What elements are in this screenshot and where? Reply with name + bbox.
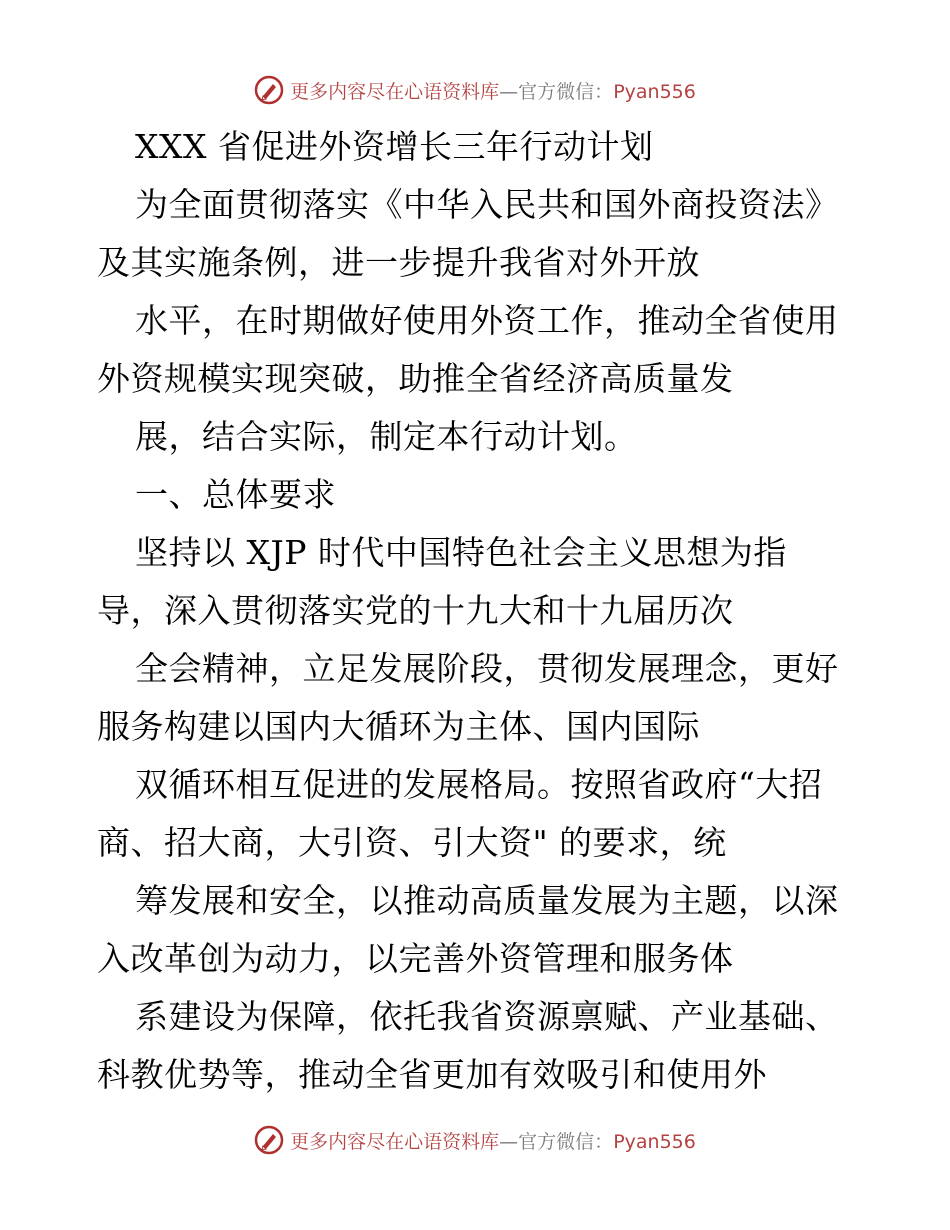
watermark-site-name: 更多内容尽在心语资料库 (290, 1130, 500, 1153)
watermark-wechat-id: Pyan556 (613, 1130, 696, 1153)
text-line: 服务构建以国内大循环为主体、国内国际 (97, 707, 700, 746)
text-line: 全会精神，立足发展阶段，贯彻发展理念，更好 (135, 649, 839, 688)
text-line: 科教优势等，推动全省更加有效吸引和使用外 (97, 1055, 767, 1094)
text-line: 筹发展和安全，以推动高质量发展为主题，以深 (135, 881, 839, 920)
text-line: 为全面贯彻落实《中华入民共和国外商投资法》 (135, 185, 839, 224)
text-line: 水平，在时期做好使用外资工作，推动全省使用 (135, 301, 839, 340)
text-line: 入改革创为动力，以完善外资管理和服务体 (97, 939, 734, 978)
watermark-wechat-label: —官方微信： (499, 1130, 614, 1153)
document-title: XXX 省促进外资增长三年行动计划 (135, 127, 654, 166)
watermark-text (290, 1127, 696, 1154)
text-line: 系建设为保障，依托我省资源禀赋、产业基础、 (135, 997, 839, 1036)
text-line: 展，结合实际，制定本行动计划。 (135, 417, 638, 456)
pen-logo-icon (254, 1125, 284, 1155)
watermark-site-name: 更多内容尽在心语资料库 (290, 80, 500, 103)
text-line: 外资规模实现突破，助推全省经济高质量发 (97, 359, 734, 398)
footer-watermark (0, 1120, 950, 1160)
section-heading: 一、总体要求 (135, 475, 336, 514)
text-line: 商、招大商，大引资、引大资" 的要求，统 (97, 823, 727, 862)
text-line: 坚持以 XJP 时代中国特色社会主义思想为指 (135, 533, 787, 572)
text-line: 导，深入贯彻落实党的十九大和十九届历次 (97, 591, 734, 630)
watermark-wechat-id: Pyan556 (613, 80, 696, 103)
watermark-wechat-label: —官方微信： (499, 80, 614, 103)
text-line: 双循环相互促进的发展格局。按照省政府“大招 (135, 765, 823, 804)
text-line: 及其实施条例，进一步提升我省对外开放 (97, 243, 700, 282)
